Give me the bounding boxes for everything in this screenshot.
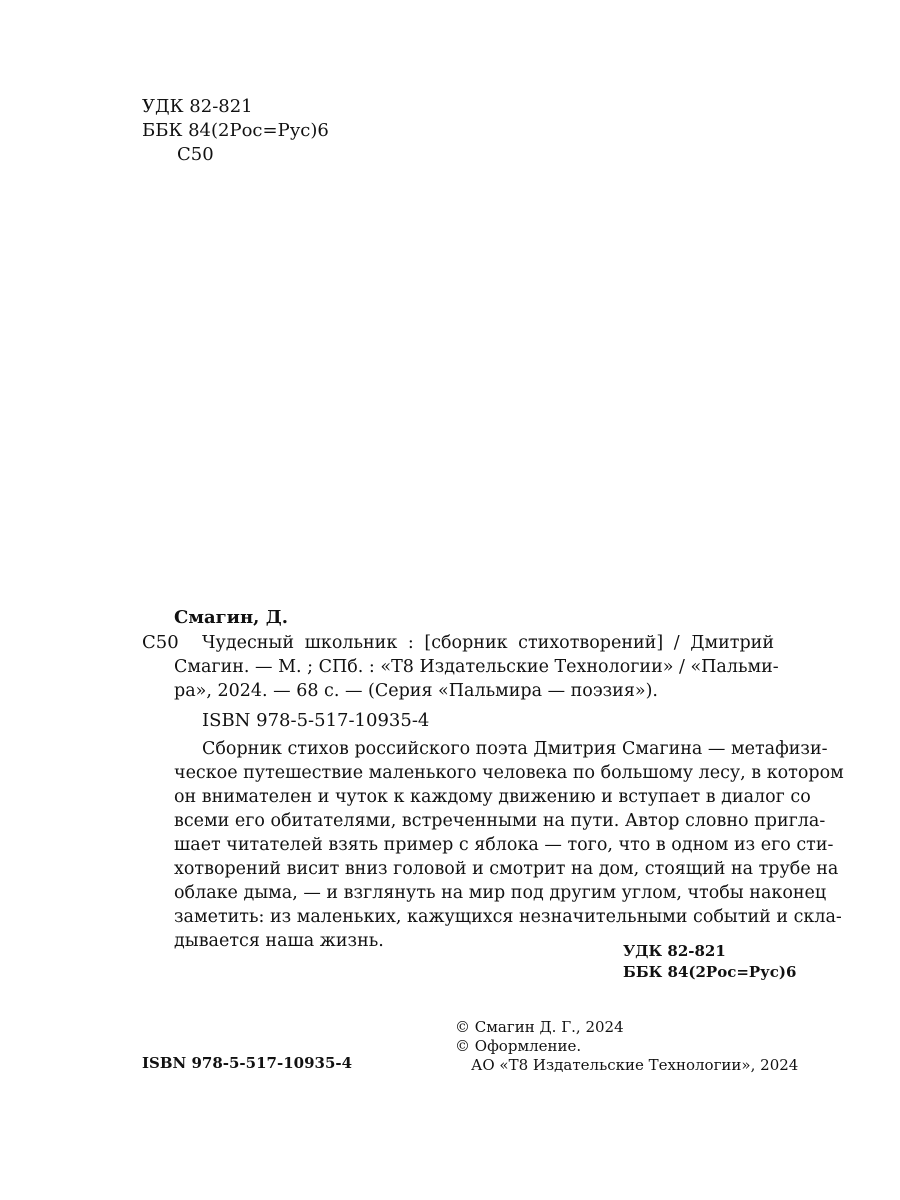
- annotation-line: облаке дыма, — и взглянуть на мир под другим углом, чтобы наконец: [174, 883, 827, 903]
- entry-author-mark: С50: [142, 632, 179, 653]
- copyright-design: © Оформление.: [455, 1037, 582, 1055]
- annotation-line: всеми его обитателями, встреченными на пути. Автор словно пригла-: [174, 811, 826, 831]
- annotation-line: Сборник стихов российского поэта Дмитрия Смагина — метафизи-: [202, 739, 828, 759]
- header-author-mark: С50: [177, 144, 214, 165]
- classification-udk: УДК 82-821: [623, 942, 726, 960]
- annotation-line: шает читателей взять пример с яблока — того, что в одном из его сти-: [174, 835, 834, 855]
- annotation-line: дывается наша жизнь.: [174, 931, 384, 951]
- entry-description-line: Смагин. — М. ; СПб. : «Т8 Издательские Технологии» / «Пальми-: [174, 657, 779, 677]
- entry-description-line: ра», 2024. — 68 с. — (Серия «Пальмира — поэзия»).: [174, 681, 658, 701]
- annotation-line: он внимателен и чуток к каждому движению и вступает в диалог со: [174, 787, 811, 807]
- entry-description-line: Чудесный школьник : [сборник стихотворений] / Дмитрий: [202, 633, 774, 653]
- annotation-line: ческое путешествие маленького человека по большому лесу, в котором: [174, 763, 844, 783]
- annotation-line: хотворений висит вниз головой и смотрит на дом, стоящий на трубе на: [174, 859, 839, 879]
- entry-isbn: ISBN 978-5-517-10935-4: [202, 710, 430, 731]
- annotation-line: заметить: из маленьких, кажущихся незначительными событий и скла-: [174, 907, 842, 927]
- copyright-author: © Смагин Д. Г., 2024: [455, 1018, 624, 1036]
- copyright-publisher: АО «Т8 Издательские Технологии», 2024: [471, 1056, 799, 1074]
- header-udk: УДК 82-821: [142, 96, 253, 117]
- classification-bbk: ББК 84(2Рос=Рус)6: [623, 963, 797, 981]
- entry-author: Смагин, Д.: [174, 607, 288, 628]
- header-bbk: ББК 84(2Рос=Рус)6: [142, 120, 329, 141]
- footer-isbn: ISBN 978-5-517-10935-4: [142, 1054, 353, 1072]
